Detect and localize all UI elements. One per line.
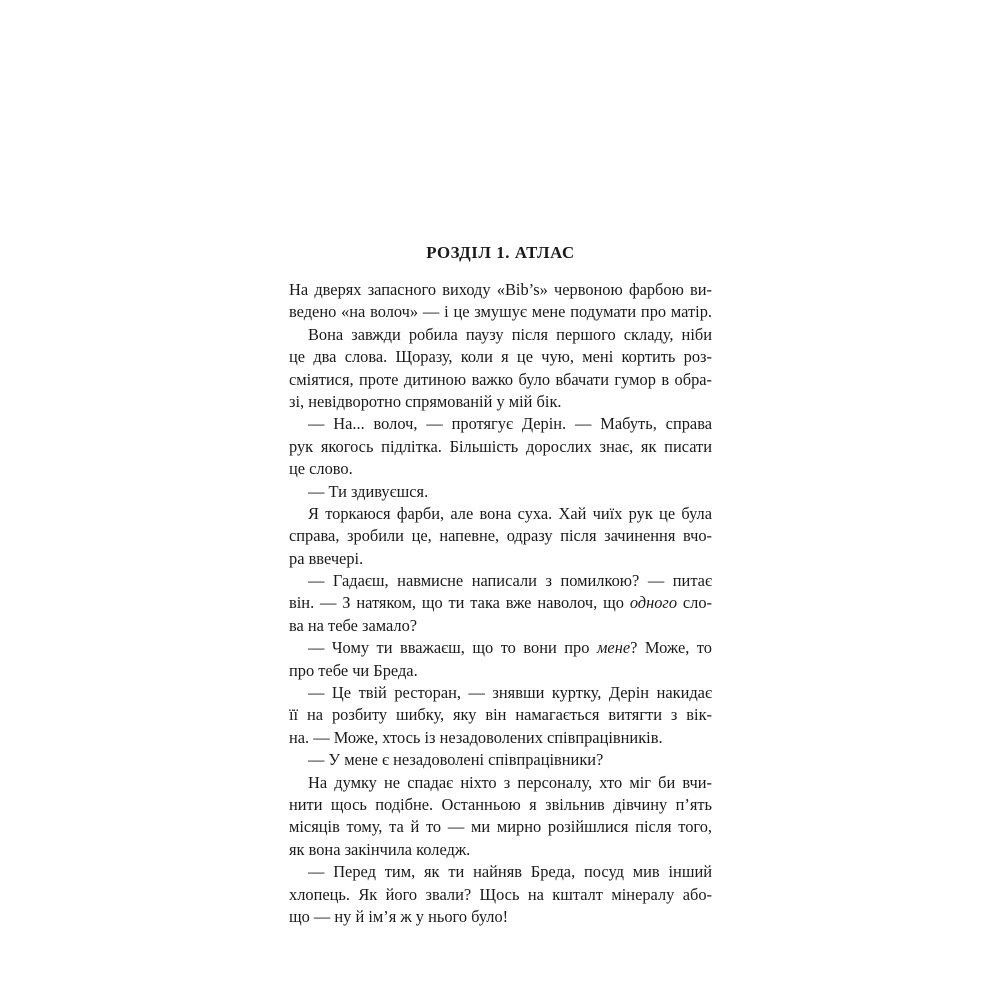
body-text [289,279,712,928]
text-line: рук якогось підлітка. Більшість дорослих знає, як писати [289,436,712,456]
text-line: На дверях запасного виходу «Bib’s» червоною фарбою ви- [289,280,712,299]
text-line: зі, невідворотно спрямованій у мій бік. [289,391,562,411]
text-line: На думку не спадає ніхто з персоналу, хто міг би вчи- [308,772,712,792]
emphasized-word: одного [629,593,678,613]
text-segment: ? Може, то [630,638,712,658]
text-line: нити щось подібне. Останньою я звільнив дівчину п’ять [289,794,712,814]
text-line: про тебе чи Бреда. [289,660,418,680]
text-line: це два слова. Щоразу, коли я це чую, мені кортить роз- [289,347,712,367]
text-line: — Перед тим, як ти найняв Бреда, посуд мив інший [308,862,712,882]
text-line: як вона закінчила коледж. [289,839,471,859]
text-line: її на розбиту шибку, яку він намагається витягти з вік- [289,705,712,725]
text-segment: — Чому ти вважаєш, що то вони про [308,638,597,658]
text-line: ведено «на волоч» — і це змушує мене подумати про матір. [289,302,712,322]
text-line: Я торкаюся фарби, але вона суха. Хай чиїх рук це була [308,503,712,523]
text-line: — У мене є незадоволені співпрацівники? [308,750,604,770]
text-line: справа, зробили це, напевне, одразу після зачинення вчо- [289,526,712,546]
text-line: хлопець. Як його звали? Щось на кшталт мінералу або- [289,884,712,904]
emphasized-word: мене [596,638,631,658]
text-line [289,592,712,614]
text-line: Вона завжди робила паузу після першого складу, ніби [308,324,712,344]
text-line: ва на тебе замало? [289,615,418,635]
text-line: це слово. [289,459,353,479]
text-line: — На... волоч, — протягує Дерін. — Мабуть, справа [308,414,712,434]
text-line: — Це твій ресторан, — знявши куртку, Дерін накидає [308,683,712,703]
text-segment: сло- [677,593,712,613]
text-segment: він. — З натяком, що ти така вже наволоч, що [289,593,630,613]
text-line: — Гадаєш, навмисне написали з помилкою? — питає [308,571,712,591]
text-line: — Ти здивуєшся. [308,481,429,501]
text-line: сміятися, проте дитиною важко було вбачати гумор в обра- [289,369,712,389]
text-column [289,242,712,928]
text-line: ра ввечері. [289,548,364,568]
text-line: що — ну й ім’я ж у нього було! [289,906,509,926]
text-line [289,637,712,659]
text-line: місяців тому, та й то — ми мирно розійшлися після того, [289,817,712,837]
text-line: на. — Може, хтось із незадоволених співпрацівників. [289,727,663,747]
chapter-title: РОЗДІЛ 1. АТЛАС [426,243,575,262]
